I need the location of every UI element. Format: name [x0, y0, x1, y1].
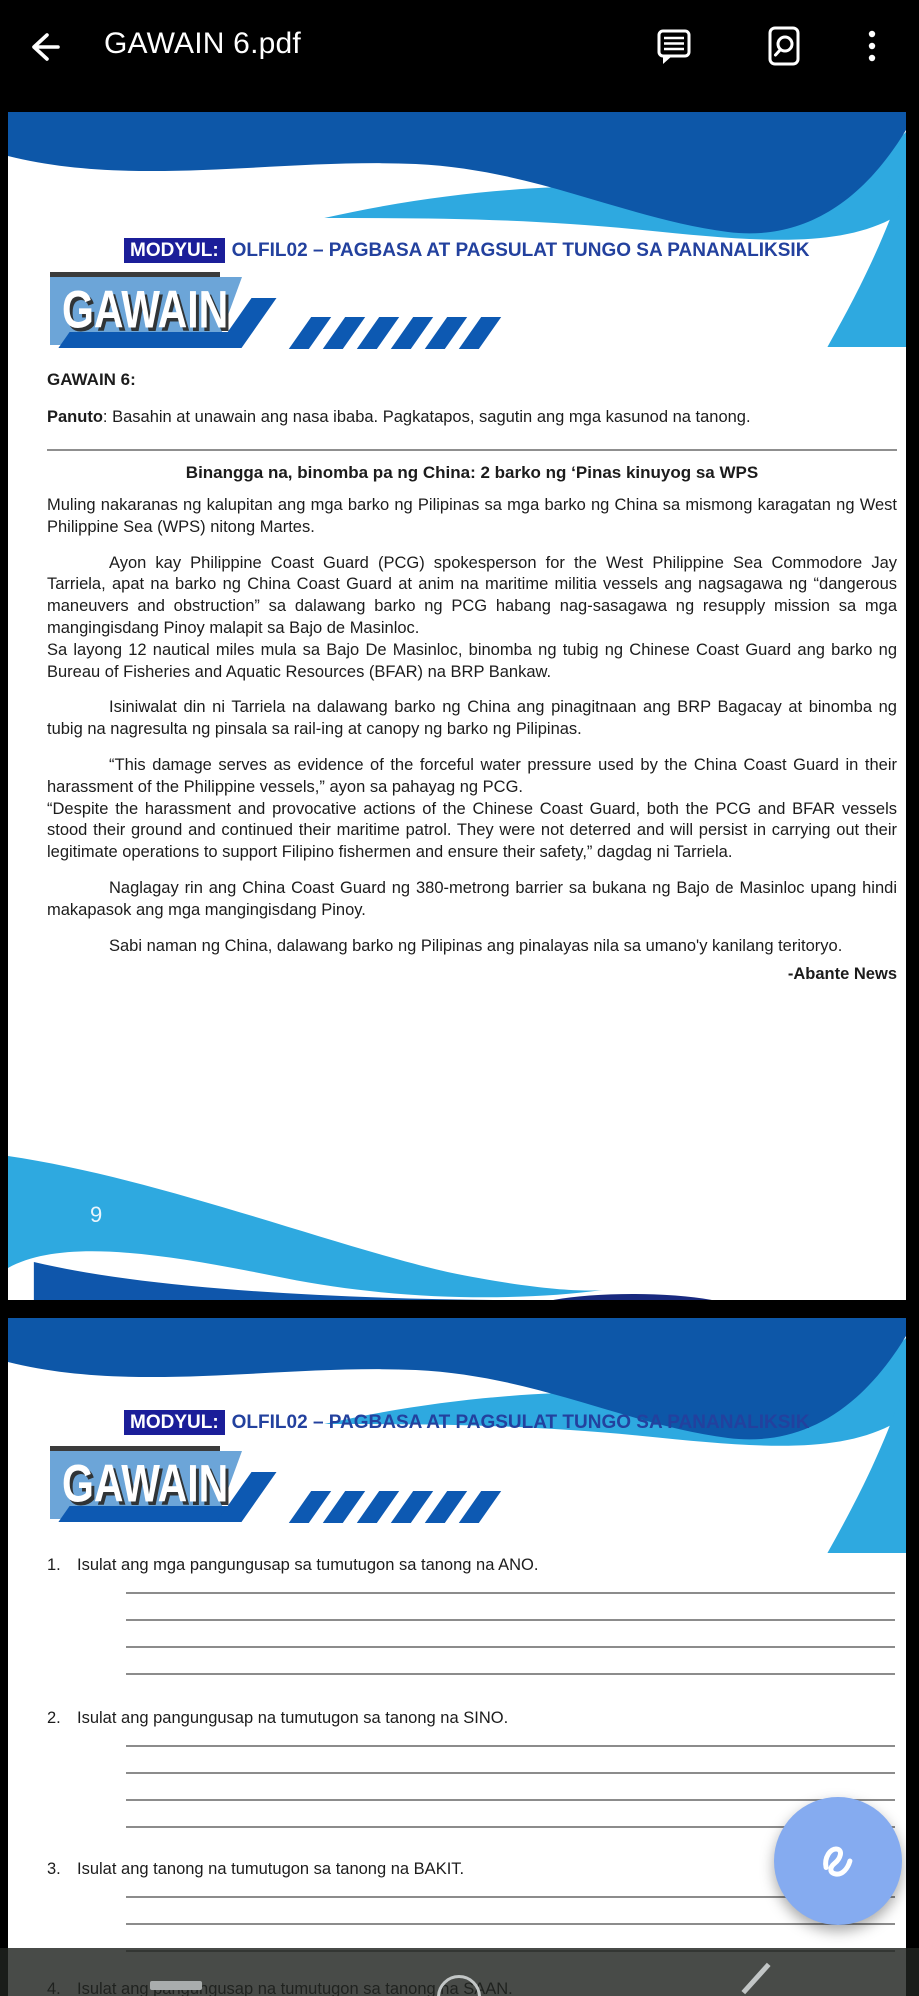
gawain-logo: [38, 272, 508, 372]
paragraph: Sabi naman ng China, dalawang barko ng Pilipinas ang pinalayas nila sa umano'y kanilang teritoryo.: [109, 936, 843, 955]
paragraph: Sa layong 12 nautical miles mula sa Bajo De Masinloc, binomba ng tubig ng Chinese Coast Guard ang barko ng Bureau of Fisheries and Aquatic Resources (BFAR) na BRP Bankaw.: [47, 640, 897, 681]
overflow-menu-button[interactable]: [850, 24, 894, 68]
logo-dash: [459, 1491, 501, 1523]
logo-text: GAWAIN: [62, 1454, 229, 1513]
page-number: 9: [90, 1202, 103, 1227]
paragraph: Isiniwalat din ni Tarriela na dalawang barko ng China ang pinagitnaan ang BRP Bagacay at binomba ng tubig na nagresulta ng pinsala sa rail-ing at canopy ng barko ng Pilipinas.: [47, 698, 897, 739]
question-text: Isulat ang mga pangungusap sa tumutugon sa tanong na ANO.: [77, 1556, 539, 1574]
answer-line: [126, 1898, 895, 1925]
logo-dash: [459, 317, 501, 349]
panuto-text: : Basahin at unawain ang nasa ibaba. Pagkatapos, sagutin ang mga kasunod na tanong.: [102, 408, 751, 426]
paragraph: Ayon kay Philippine Coast Guard (PCG) spokesperson for the West Philippine Sea Commodore Jay Tarriela, apat na barko ng China Coast Guard at anim na maritime militia vessels ang nagsagawa ng “dangerous maneuvers and obstruction” sa dalawang barko ng PCG habang nag-sasagawa ng resupply mission sa mga mangingisdang Pinoy malapit sa Bajo de Masinloc.: [47, 553, 897, 637]
module-title: OLFIL02 – PAGBASA AT PAGSULAT TUNGO SA PANANALIKSIK: [231, 1412, 810, 1433]
module-heading: [124, 240, 809, 262]
gawain-logo: [38, 1446, 508, 1546]
answer-line: [126, 1801, 895, 1828]
questions-list: [47, 1554, 897, 1996]
module-heading: [124, 1412, 809, 1434]
app-bar: [0, 0, 919, 90]
paragraph: Naglagay rin ang China Coast Guard ng 380-metrong barrier sa bukana ng Bajo de Masinloc upang hindi makapasok ang mga mangingisdang Pinoy.: [47, 878, 897, 919]
answer-line: [126, 1621, 895, 1648]
answer-line: [126, 1729, 895, 1747]
answer-line: [126, 1594, 895, 1621]
comment-icon: [652, 24, 696, 68]
question-1: [47, 1554, 897, 1576]
article-byline: -Abante News: [787, 965, 897, 984]
footer-wave-graphic: [8, 1150, 906, 1300]
answer-line: [126, 1747, 895, 1774]
module-label: MODYUL:: [124, 238, 225, 263]
back-button[interactable]: [22, 25, 66, 69]
paragraph: “This damage serves as evidence of the forceful water pressure used by the China Coast Guard in their harassment of the Philippine vessels,” ayon sa pahayag ng PCG.: [47, 755, 897, 796]
question-number: 1.: [47, 1556, 61, 1574]
question-number: 2.: [47, 1709, 61, 1727]
instructions-line: [47, 408, 897, 427]
answer-line: [126, 1648, 895, 1675]
question-text: Isulat ang tanong na tumutugon sa tanong na BAKIT.: [77, 1860, 465, 1878]
question-2: [47, 1707, 897, 1729]
answer-line: [126, 1576, 895, 1594]
document-title: GAWAIN 6.pdf: [104, 27, 301, 60]
three-dot-menu-icon: [850, 24, 894, 68]
back-arrow-icon: [22, 25, 66, 69]
find-in-document-button[interactable]: [762, 24, 806, 68]
panuto-label: Panuto: [47, 408, 103, 426]
scribble-pen-icon: [812, 1835, 864, 1887]
pdf-page-1[interactable]: [8, 112, 906, 1300]
activity-label: GAWAIN 6:: [47, 370, 136, 389]
search-document-icon: [762, 24, 806, 68]
divider-line: [47, 449, 897, 451]
comments-button[interactable]: [652, 24, 696, 68]
question-3: [47, 1858, 897, 1880]
module-title: OLFIL02 – PAGBASA AT PAGSULAT TUNGO SA PANANALIKSIK: [231, 240, 810, 261]
question-text: Isulat ang pangungusap na tumutugon sa tanong na SINO.: [77, 1709, 509, 1727]
module-label: MODYUL:: [124, 1410, 225, 1435]
pdf-page-2[interactable]: [8, 1318, 906, 1996]
answer-line: [126, 1774, 895, 1801]
paragraph: “Despite the harassment and provocative actions of the Chinese Coast Guard, both the PCG and BFAR vessels stood their ground and continued their maritime patrol. They were not deterred and will persist in carrying out their legitimate operations to support Filipino fishermen and ensure their safety,” dagdag ni Tarriela.: [47, 799, 897, 862]
recents-nav-icon[interactable]: [150, 1981, 202, 1990]
annotate-fab[interactable]: [774, 1797, 902, 1925]
article-content: [47, 370, 897, 984]
article-title: Binangga na, binomba pa ng China: 2 barko ng ‘Pinas kinuyog sa WPS: [185, 463, 759, 482]
logo-text: GAWAIN: [62, 280, 229, 339]
question-number: 3.: [47, 1860, 61, 1878]
paragraph: Muling nakaranas ng kalupitan ang mga barko ng Pilipinas sa mga barko ng China sa mismong karagatan ng West Philippine Sea (WPS) nitong Martes.: [47, 496, 897, 536]
